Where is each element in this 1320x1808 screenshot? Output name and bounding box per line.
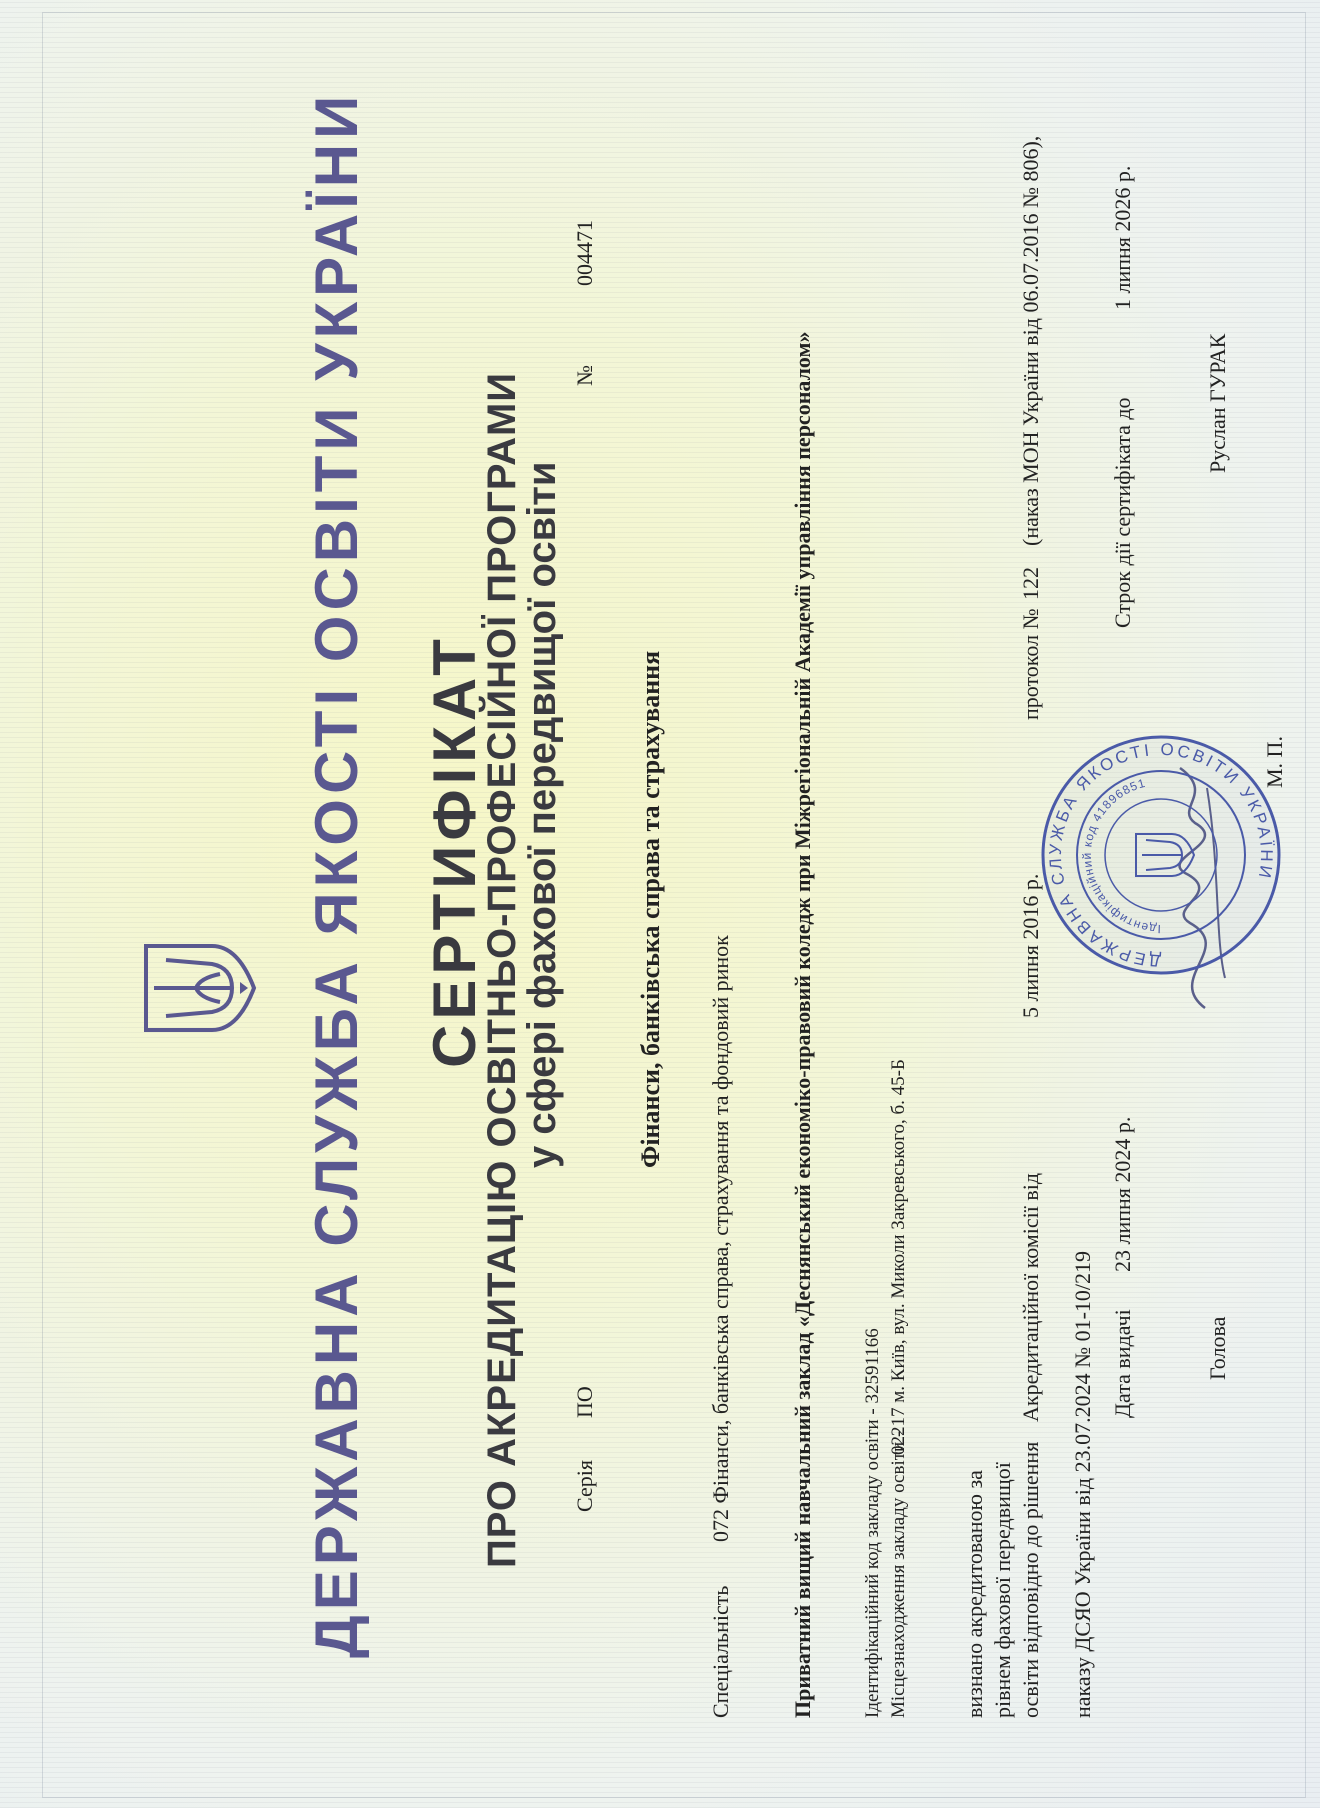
series-label: Серія bbox=[572, 1460, 597, 1512]
protocol-label: протокол № bbox=[1018, 608, 1043, 720]
specialty-value: 072 Фінанси, банківська справа, страхування та фондовий ринок bbox=[708, 935, 733, 1542]
series-value: ПО bbox=[572, 1386, 597, 1418]
location-label: Місцезнаходження закладу освіти - bbox=[888, 1430, 909, 1718]
certificate-title: СЕРТИФІКАТ bbox=[421, 634, 488, 1068]
specialty-label: Спеціальність bbox=[708, 1585, 733, 1718]
stamp-outer-text: ДЕРЖАВНА СЛУЖБА ЯКОСТІ ОСВІТИ УКРАЇНИ bbox=[1045, 739, 1277, 971]
institution-id-code: Ідентифікаційний код закладу освіти - 32591166 bbox=[862, 1328, 883, 1718]
number-label: № bbox=[572, 365, 597, 386]
recognized-line3: освіти відповідно до рішення bbox=[1018, 1441, 1043, 1718]
recognized-line2: рівнем фахової передвищої bbox=[990, 1462, 1015, 1718]
location-value: 02217 м. Київ, вул. Миколи Закревського, б. 45-Б bbox=[888, 1059, 909, 1455]
mon-order: (наказ МОН України від 06.07.2016 № 806), bbox=[1018, 135, 1043, 546]
certificate-subtitle-line1: ПРО АКРЕДИТАЦІЮ ОСВІТНЬО-ПРОФЕСІЙНОЇ ПРОГРАМИ bbox=[480, 371, 524, 1568]
issue-date: 23 липня 2024 р. bbox=[1110, 1116, 1135, 1272]
dsyao-order: наказу ДСЯО України від 23.07.2024 № 01-10/219 bbox=[1070, 1250, 1095, 1718]
agency-name: ДЕРЖАВНА СЛУЖБА ЯКОСТІ ОСВІТИ УКРАЇНИ bbox=[303, 90, 370, 1658]
stamp-icon bbox=[1036, 730, 1286, 980]
recognized-line1: визнано акредитованою за bbox=[962, 1470, 987, 1718]
trident-icon bbox=[140, 938, 260, 1038]
commission-date: 5 липня 2016 р. bbox=[1018, 873, 1043, 1018]
mp-label: М. П. bbox=[1262, 736, 1287, 788]
head-name: Руслан ГУРАК bbox=[1205, 333, 1230, 473]
issue-date-label: Дата видачі bbox=[1110, 1309, 1135, 1418]
commission-text: Акредитаційної комісії від bbox=[1018, 1172, 1043, 1422]
number-value: 004471 bbox=[572, 220, 597, 286]
certificate-subtitle-line2: у сфері фахової передвищої освіти bbox=[520, 461, 564, 1168]
program-name: Фінанси, банківська справа та страхування bbox=[636, 650, 665, 1168]
institution-name: Приватний вищий навчальний заклад «Деснянський економіко-правовий коледж при Міжрегіональній Академії управління персоналом» bbox=[790, 331, 815, 1718]
stamp-inner-text: Ідентифікаційний код 41896851 bbox=[1079, 775, 1162, 937]
validity-date: 1 липня 2026 р. bbox=[1110, 165, 1135, 310]
head-label: Голова bbox=[1205, 1316, 1230, 1380]
validity-label: Строк дії сертифіката до bbox=[1110, 397, 1135, 628]
protocol-number: 122 bbox=[1018, 567, 1043, 600]
